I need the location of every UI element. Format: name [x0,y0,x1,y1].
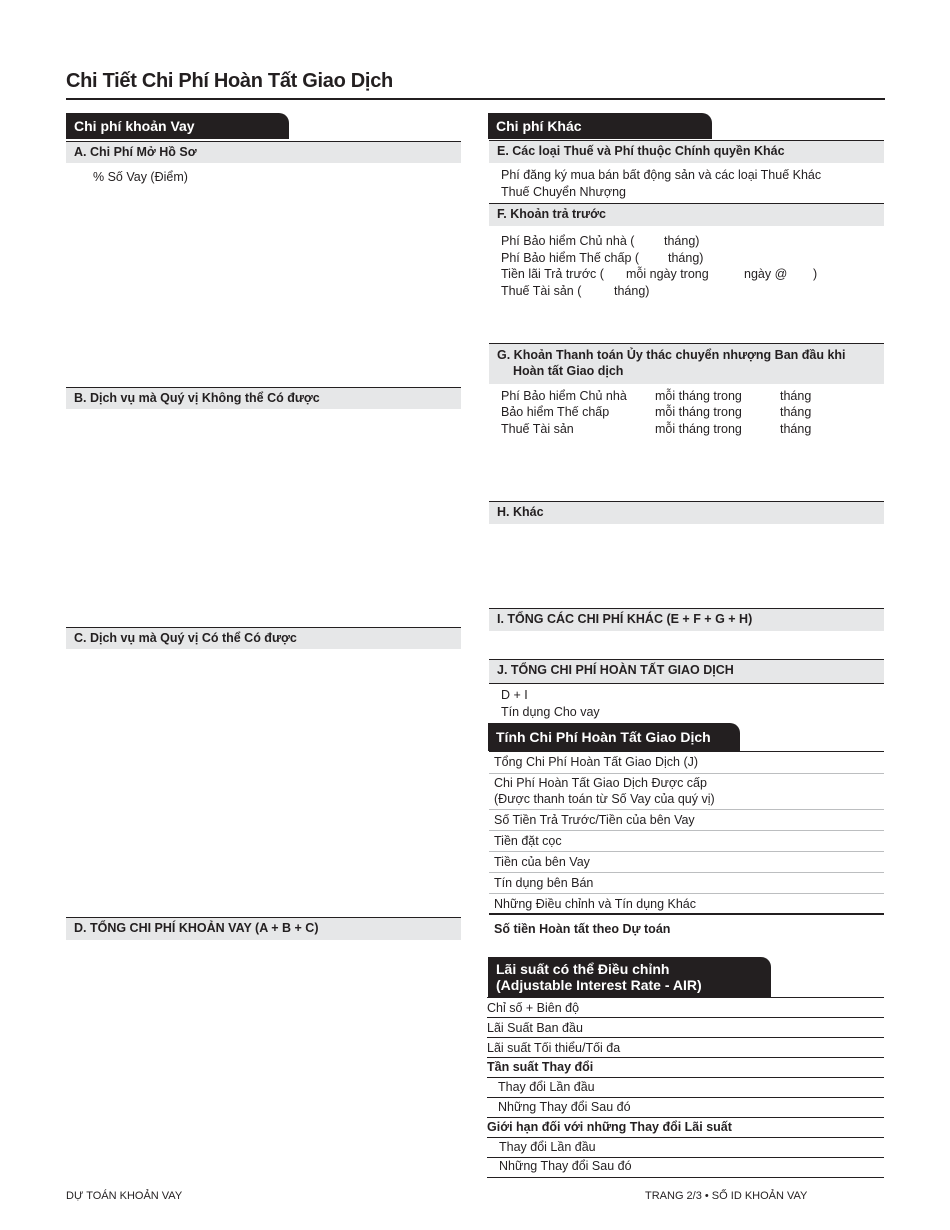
section-g-row-end: tháng [780,405,812,419]
air-row [487,1078,884,1098]
section-g-row-mid: mỗi tháng trong [655,389,742,403]
section-f-line-unit: mỗi ngày trong [626,267,709,281]
air-row [487,1058,884,1078]
air-row-label: Lãi suất Tối thiểu/Tối đa [487,1041,621,1055]
section-g-title: G. Khoản Thanh toán Ủy thác chuyển nhượng Ban đầu khi [497,348,846,362]
section-f-line: Thuế Tài sản ( [501,284,582,298]
air-row-label: Những Thay đổi Sau đó [498,1100,631,1114]
section-e-line: Phí đăng ký mua bán bất động sản và các loại Thuế Khác [501,168,822,182]
calc-row-label: Những Điều chỉnh và Tín dụng Khác [494,897,697,911]
section-g-row-end: tháng [780,389,812,403]
loan-costs-tab [66,113,289,139]
section-f-header [489,203,884,226]
section-e-title: E. Các loại Thuế và Phí thuộc Chính quyền Khác [497,144,785,158]
section-f-line-close: ) [813,267,818,281]
other-costs-tab [488,113,712,139]
footer-right: TRANG 2/3 • SỐ ID KHOẢN VAY [645,1190,808,1202]
air-row [487,1158,884,1178]
calc-row-label: Tín dụng bên Bán [494,876,594,890]
calc-row-label: Số Tiền Trả Trước/Tiền của bên Vay [494,813,695,827]
air-row-label: Những Thay đổi Sau đó [499,1159,632,1173]
section-j-header [489,659,884,684]
calc-row [489,894,884,915]
section-b-header [66,387,461,409]
section-d-title: D. TỔNG CHI PHÍ KHOẢN VAY (A + B + C) [74,921,319,935]
section-e-header [489,140,884,163]
calc-row [489,852,884,873]
calc-row-label: Tiền của bên Vay [494,855,590,869]
air-tab-line1: Lãi suất có thể Điều chỉnh [496,961,670,977]
air-row [487,1138,884,1158]
air-tab-line2: (Adjustable Interest Rate - AIR) [496,977,702,993]
section-f-line-unit: tháng) [668,251,704,265]
section-j-title: J. TỔNG CHI PHÍ HOÀN TẤT GIAO DỊCH [497,663,734,677]
section-f-title: F. Khoản trả trước [497,207,606,221]
calc-row-label: Tổng Chi Phí Hoàn Tất Giao Dịch (J) [494,755,699,769]
section-a-line: % Số Vay (Điểm) [93,170,188,184]
section-f-line: Phí Bảo hiểm Chủ nhà ( [501,234,635,248]
section-f-line: Tiền lãi Trả trước ( [501,267,604,281]
section-c-title: C. Dịch vụ mà Quý vị Có thể Có được [74,631,297,645]
air-row-label: Tần suất Thay đổi [487,1060,594,1074]
calc-row [489,810,884,831]
section-i-title: I. TỔNG CÁC CHI PHÍ KHÁC (E + F + G + H) [497,612,753,626]
section-h-title: H. Khác [497,505,544,519]
section-a-title: A. Chi Phí Mở Hồ Sơ [74,145,197,159]
air-row [487,1038,884,1058]
section-g-row-label: Phí Bảo hiểm Chủ nhà [501,389,627,403]
section-g-title-line2: Hoàn tất Giao dịch [513,364,624,378]
calc-row-label: Chi Phí Hoàn Tất Giao Dịch Được cấp [494,776,707,790]
air-row [487,1018,884,1038]
section-d-header [66,917,461,940]
air-row [487,998,884,1018]
loan-costs-tab-label: Chi phí khoản Vay [74,118,195,134]
section-g-row-mid: mỗi tháng trong [655,422,742,436]
section-f-line: Phí Bảo hiểm Thế chấp ( [501,251,640,265]
calc-row-label: Tiền đặt cọc [494,834,562,848]
calculating-tab [488,723,740,751]
section-j-line: D + I [501,688,528,702]
air-row-label: Giới hạn đối với những Thay đổi Lãi suất [487,1120,732,1134]
other-costs-tab-label: Chi phí Khác [496,118,582,134]
page-title: Chi Tiết Chi Phí Hoàn Tất Giao Dịch [66,70,393,92]
section-b-title: B. Dịch vụ mà Quý vị Không thể Có được [74,391,320,405]
title-divider [66,98,885,100]
air-row-label: Thay đổi Lần đầu [499,1140,596,1154]
air-row-label: Thay đổi Lần đầu [498,1080,595,1094]
section-j-line: Tín dụng Cho vay [501,705,600,719]
calc-row-sublabel: (Được thanh toán từ Số Vay của quý vị) [494,792,715,806]
section-f-line-unit: tháng) [614,284,650,298]
air-row [487,1098,884,1118]
section-h-header [489,501,884,524]
section-f-line-rate: ngày @ [744,267,788,281]
section-i-header [489,608,884,631]
calc-row [489,873,884,894]
calc-row [489,752,884,774]
air-row [487,1118,884,1138]
section-f-line-unit: tháng) [664,234,700,248]
calculating-tab-label: Tính Chi Phí Hoàn Tất Giao Dịch [496,729,711,745]
air-row-label: Chỉ số + Biên độ [487,1001,580,1015]
calc-total: Số tiền Hoàn tất theo Dự toán [494,922,671,936]
section-g-header [489,343,884,384]
calc-row [489,831,884,852]
air-row-label: Lãi Suất Ban đầu [487,1021,583,1035]
footer-left: DỰ TOÁN KHOẢN VAY [66,1190,183,1202]
section-g-row-mid: mỗi tháng trong [655,405,742,419]
section-e-line: Thuế Chuyển Nhượng [501,185,626,199]
air-tab [488,957,771,997]
section-a-header [66,141,461,163]
calc-row [489,774,884,810]
section-g-row-end: tháng [780,422,812,436]
section-c-header [66,627,461,649]
section-g-row-label: Thuế Tài sản [501,422,574,436]
section-g-row-label: Bảo hiểm Thế chấp [501,405,610,419]
